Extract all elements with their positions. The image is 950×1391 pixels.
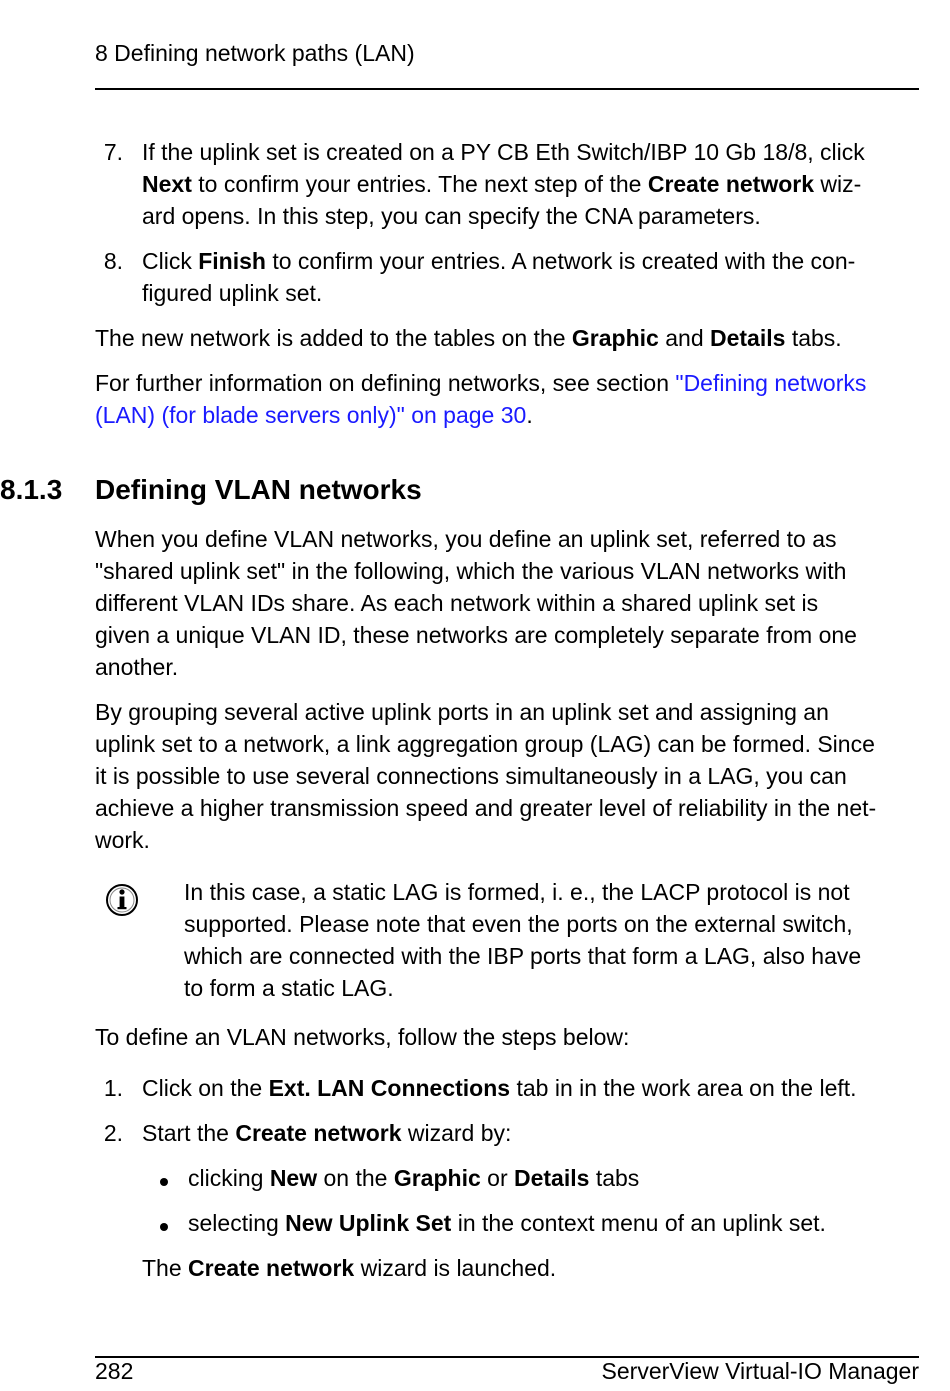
bullet-dot (160, 1223, 168, 1231)
step-text: Click Finish to confirm your entries. A network is created with the con- (142, 248, 856, 274)
ui-term: Create network (235, 1120, 402, 1146)
paragraph: For further information on defining networks, see section "Defining networks (95, 370, 867, 396)
paragraph-line: "shared uplink set" in the following, which the various VLAN networks with (95, 558, 847, 584)
paragraph: To define an VLAN networks, follow the steps below: (95, 1024, 630, 1050)
paragraph-line: achieve a higher transmission speed and greater level of reliability in the net- (95, 795, 877, 821)
running-header: 8 Defining network paths (LAN) (95, 40, 415, 66)
ui-term: Create network (188, 1255, 355, 1281)
cross-reference-link[interactable]: "Defining networks (675, 370, 867, 396)
ui-term: Graphic (571, 325, 659, 351)
ui-term: Create network (647, 171, 814, 197)
paragraph-line: work. (95, 827, 150, 853)
paragraph-line: it is possible to use several connections simultaneously in a LAG, you can (95, 763, 847, 789)
result-text: The Create network wizard is launched. (142, 1255, 557, 1281)
step-number: 1. (103, 1075, 123, 1101)
step-text: figured uplink set. (142, 280, 323, 306)
paragraph-line: another. (95, 654, 179, 680)
step-text: Click on the Ext. LAN Connections tab in in the work area on the left. (142, 1075, 857, 1101)
step-text: If the uplink set is created on a PY CB Eth Switch/IBP 10 Gb 18/8, click (142, 139, 865, 165)
ui-term: Details (514, 1165, 590, 1191)
header-rule (95, 88, 919, 90)
info-icon (104, 881, 140, 919)
ui-term: Finish (198, 248, 266, 274)
paragraph: The new network is added to the tables on the Graphic and Details tabs. (95, 325, 842, 351)
paragraph-line: By grouping several active uplink ports in an uplink set and assigning an (95, 699, 829, 725)
ui-term: Details (710, 325, 786, 351)
paragraph: (LAN) (for blade servers only)" on page 30. (95, 402, 533, 428)
note-line: In this case, a static LAG is formed, i. e., the LACP protocol is not (184, 879, 850, 905)
step-number: 7. (103, 139, 123, 165)
step-text: Start the Create network wizard by: (142, 1120, 512, 1146)
bullet-dot (160, 1178, 168, 1186)
note-line: supported. Please note that even the ports on the external switch, (184, 911, 853, 937)
ui-term: Ext. LAN Connections (268, 1075, 511, 1101)
section-title: Defining VLAN networks (95, 474, 422, 505)
bullet-item: clicking New on the Graphic or Details tabs (188, 1165, 640, 1191)
note-line: to form a static LAG. (184, 975, 394, 1001)
step-text: Next to confirm your entries. The next step of the Create network wiz- (142, 171, 862, 197)
step-number: 2. (103, 1120, 123, 1146)
note-line: which are connected with the IBP ports that form a LAG, also have (184, 943, 862, 969)
section-number: 8.1.3 (0, 474, 63, 505)
ui-term: New (269, 1165, 318, 1191)
page-number: 282 (95, 1358, 134, 1384)
step-number: 8. (103, 248, 123, 274)
product-name: ServerView Virtual-IO Manager (601, 1358, 919, 1384)
paragraph-line: different VLAN IDs share. As each network within a shared uplink set is (95, 590, 819, 616)
ui-term: Graphic (393, 1165, 481, 1191)
ui-term: Next (142, 171, 192, 197)
paragraph-line: given a unique VLAN ID, these networks are completely separate from one (95, 622, 857, 648)
paragraph-line: uplink set to a network, a link aggregation group (LAG) can be formed. Since (95, 731, 875, 757)
bullet-item: selecting New Uplink Set in the context menu of an uplink set. (188, 1210, 826, 1236)
cross-reference-link[interactable]: (LAN) (for blade servers only)" on page 30 (95, 402, 527, 428)
step-text: ard opens. In this step, you can specify the CNA parameters. (142, 203, 761, 229)
paragraph-line: When you define VLAN networks, you define an uplink set, referred to as (95, 526, 837, 552)
ui-term: New Uplink Set (285, 1210, 452, 1236)
